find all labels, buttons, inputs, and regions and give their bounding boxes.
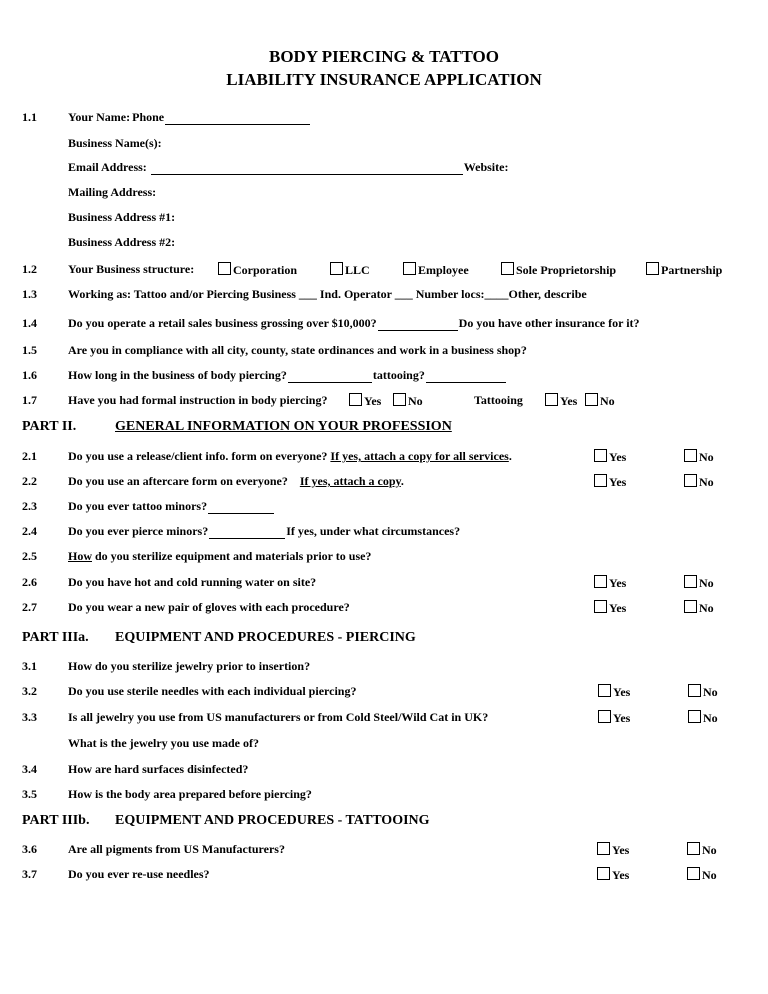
instruction-piercing-no[interactable]: No (393, 393, 423, 409)
row-2-2: 2.2 Do you use an aftercare form on everyone? If yes, attach a copy. Yes No (22, 474, 714, 489)
question-text: Do you use an aftercare form on everyone? (68, 474, 288, 488)
part-3b-header (22, 813, 746, 829)
website-label: Website: (463, 160, 509, 174)
row-email (0, 160, 768, 178)
retail-question: Do you operate a retail sales business grossing over $10,000? (68, 316, 377, 330)
form-title-line2: LIABILITY INSURANCE APPLICATION (226, 70, 542, 89)
row-3-7 (0, 867, 768, 885)
checkbox[interactable] (684, 474, 697, 487)
how-long-tattooing-field[interactable] (426, 370, 506, 383)
option-employee[interactable]: Employee (403, 262, 469, 278)
question-text: Do you use a release/client info. form on everyone? (68, 449, 328, 463)
checkbox[interactable] (684, 449, 697, 462)
biz-addr1-label: Business Address #1: (68, 210, 176, 224)
option-llc[interactable]: LLC (330, 262, 370, 278)
part-title: EQUIPMENT AND PROCEDURES - PIERCING (115, 630, 416, 645)
business-names-label: Business Name(s): (68, 136, 162, 150)
item-number: 3.1 (22, 659, 37, 673)
item-number: 1.3 (22, 287, 37, 301)
row-1-7 (0, 393, 768, 411)
question-text: Are all pigments from US Manufacturers? (68, 842, 285, 856)
item-number: 1.5 (22, 343, 37, 357)
checkbox[interactable] (218, 262, 231, 275)
how-long-piercing-question: How long in the business of body piercing? (68, 368, 287, 382)
question-text: How do you sterilize jewelry prior to insertion? (68, 659, 311, 673)
instruction-piercing-yes[interactable]: Yes (349, 393, 381, 409)
checkbox[interactable] (684, 600, 697, 613)
no-option[interactable]: No (688, 684, 718, 700)
yes-option[interactable]: Yes (594, 575, 626, 591)
yes-option[interactable]: Yes (594, 600, 626, 616)
question-text: Do you have hot and cold running water on site? (68, 575, 317, 589)
item-number: 2.2 (22, 474, 37, 488)
row-3-6 (0, 842, 768, 860)
item-number: 3.5 (22, 787, 37, 801)
no-option[interactable]: No (687, 842, 717, 858)
checkbox[interactable] (403, 262, 416, 275)
instruction-tattoo-no[interactable]: No (585, 393, 615, 409)
question-emphasis: How (68, 549, 92, 563)
how-long-tattooing-question: tattooing? (372, 368, 425, 382)
no-option[interactable]: No (684, 449, 714, 465)
checkbox[interactable] (330, 262, 343, 275)
checkbox[interactable] (684, 575, 697, 588)
checkbox[interactable] (646, 262, 659, 275)
phone-field[interactable] (165, 112, 310, 125)
part-3a-header (22, 630, 746, 646)
part-2-header (22, 419, 746, 435)
yes-option[interactable]: Yes (597, 867, 629, 883)
checkbox[interactable] (687, 842, 700, 855)
row-1-5 (0, 343, 768, 361)
yes-option[interactable]: Yes (594, 474, 626, 490)
question-text: How is the body area prepared before piercing? (68, 787, 312, 801)
form-title-line1: BODY PIERCING & TATTOO (268, 47, 499, 66)
question-note: If yes, attach a copy for all services (330, 449, 509, 463)
instruction-tattoo-yes[interactable]: Yes (545, 393, 577, 409)
item-number: 2.3 (22, 499, 37, 513)
other-insurance-question: Do you have other insurance for it? (458, 316, 640, 330)
structure-label: Your Business structure: (68, 262, 195, 276)
instruction-question: Have you had formal instruction in body piercing? (68, 393, 328, 407)
row-3-3 (0, 710, 768, 728)
answer-field[interactable] (209, 526, 285, 539)
row-2-4 (0, 524, 768, 542)
row-business-names (0, 136, 768, 154)
mailing-label: Mailing Address: (68, 185, 157, 199)
item-number: 1.2 (22, 262, 37, 276)
checkbox[interactable] (688, 684, 701, 697)
question-text: Do you wear a new pair of gloves with each procedure? (68, 600, 350, 614)
row-3-5 (0, 787, 768, 805)
checkbox[interactable] (501, 262, 514, 275)
checkbox[interactable] (594, 600, 607, 613)
part-label: PART II. (22, 419, 77, 434)
item-number: 3.4 (22, 762, 37, 776)
option-corporation[interactable]: Corporation (218, 262, 297, 278)
item-number: 2.6 (22, 575, 37, 589)
item-number: 2.5 (22, 549, 37, 563)
tattooing-label: Tattooing (474, 393, 523, 407)
no-option[interactable]: No (688, 710, 718, 726)
yes-option[interactable]: Yes (598, 710, 630, 726)
item-number: 1.1 (22, 110, 37, 124)
question-text: How are hard surfaces disinfected? (68, 762, 249, 776)
phone-label: Phone (132, 110, 165, 124)
item-number: 3.6 (22, 842, 37, 856)
row-1-3 (0, 287, 768, 305)
checkbox[interactable] (598, 684, 611, 697)
checkbox[interactable] (594, 474, 607, 487)
checkbox[interactable] (545, 393, 558, 406)
item-number: 3.2 (22, 684, 37, 698)
email-label: Email Address: (68, 160, 147, 174)
row-3-4 (0, 762, 768, 780)
question-text: Do you ever pierce minors? (68, 524, 209, 538)
working-as-text: Working as: Tattoo and/or Piercing Business ___ Ind. Operator ___ Number locs:____Other, describe (68, 287, 587, 301)
item-number: 2.7 (22, 600, 37, 614)
question-followup: If yes, under what circumstances? (286, 524, 461, 538)
question-note: If yes, attach a copy (299, 474, 401, 488)
row-biz-addr2 (0, 235, 768, 253)
compliance-question: Are you in compliance with all city, county, state ordinances and work in a business shop? (68, 343, 527, 357)
question-text: do you sterilize equipment and materials prior to use? (92, 549, 372, 563)
no-option[interactable]: No (684, 600, 714, 616)
no-option[interactable]: No (684, 474, 714, 490)
row-3-1 (0, 659, 768, 677)
yes-option[interactable]: Yes (597, 842, 629, 858)
row-mailing (0, 185, 768, 203)
row-1-4 (0, 316, 768, 334)
item-number: 2.1 (22, 449, 37, 463)
row-1-1 (0, 110, 768, 128)
your-name-label: Your Name: (68, 110, 131, 124)
email-field[interactable] (151, 162, 463, 175)
part-label: PART IIIb. (22, 813, 90, 828)
part-title: GENERAL INFORMATION ON YOUR PROFESSION (115, 419, 452, 434)
checkbox[interactable] (594, 575, 607, 588)
part-title: EQUIPMENT AND PROCEDURES - TATTOOING (115, 813, 430, 828)
row-2-3 (0, 499, 768, 517)
row-biz-addr1 (0, 210, 768, 228)
how-long-piercing-field[interactable] (288, 370, 372, 383)
row-2-6 (0, 575, 768, 593)
question-text: Do you ever tattoo minors? (68, 499, 208, 513)
row-2-7 (0, 600, 768, 618)
no-option[interactable]: No (687, 867, 717, 883)
checkbox[interactable] (349, 393, 362, 406)
checkbox[interactable] (598, 710, 611, 723)
checkbox[interactable] (594, 449, 607, 462)
question-text: Do you ever re-use needles? (68, 867, 210, 881)
answer-field[interactable] (208, 501, 274, 514)
item-number: 3.3 (22, 710, 37, 724)
item-number: 1.6 (22, 368, 37, 382)
question-text: Is all jewelry you use from US manufacturers or from Cold Steel/Wild Cat in UK? (68, 710, 489, 724)
item-number: 1.7 (22, 393, 37, 407)
item-number: 1.4 (22, 316, 37, 330)
checkbox[interactable] (393, 393, 406, 406)
question-text: What is the jewelry you use made of? (68, 736, 259, 750)
part-label: PART IIIa. (22, 630, 89, 645)
yes-option[interactable]: Yes (598, 684, 630, 700)
biz-addr2-label: Business Address #2: (68, 235, 176, 249)
row-2-5 (0, 549, 768, 567)
item-number: 3.7 (22, 867, 37, 881)
item-number: 2.4 (22, 524, 37, 538)
retail-field[interactable] (378, 318, 458, 331)
question-text: Do you use sterile needles with each individual piercing? (68, 684, 357, 698)
checkbox[interactable] (687, 867, 700, 880)
row-1-6 (0, 368, 768, 386)
checkbox[interactable] (597, 867, 610, 880)
checkbox[interactable] (597, 842, 610, 855)
row-2-1: 2.1 Do you use a release/client info. form on everyone? If yes, attach a copy for all services. Yes No (22, 449, 714, 464)
row-3-2 (0, 684, 768, 702)
yes-option[interactable]: Yes (594, 449, 626, 465)
checkbox[interactable] (585, 393, 598, 406)
row-3-3b (0, 736, 768, 754)
no-option[interactable]: No (684, 575, 714, 591)
checkbox[interactable] (688, 710, 701, 723)
option-partnership[interactable]: Partnership (646, 262, 722, 278)
row-1-2 (0, 262, 768, 280)
option-sole-proprietorship[interactable]: Sole Proprietorship (501, 262, 616, 278)
